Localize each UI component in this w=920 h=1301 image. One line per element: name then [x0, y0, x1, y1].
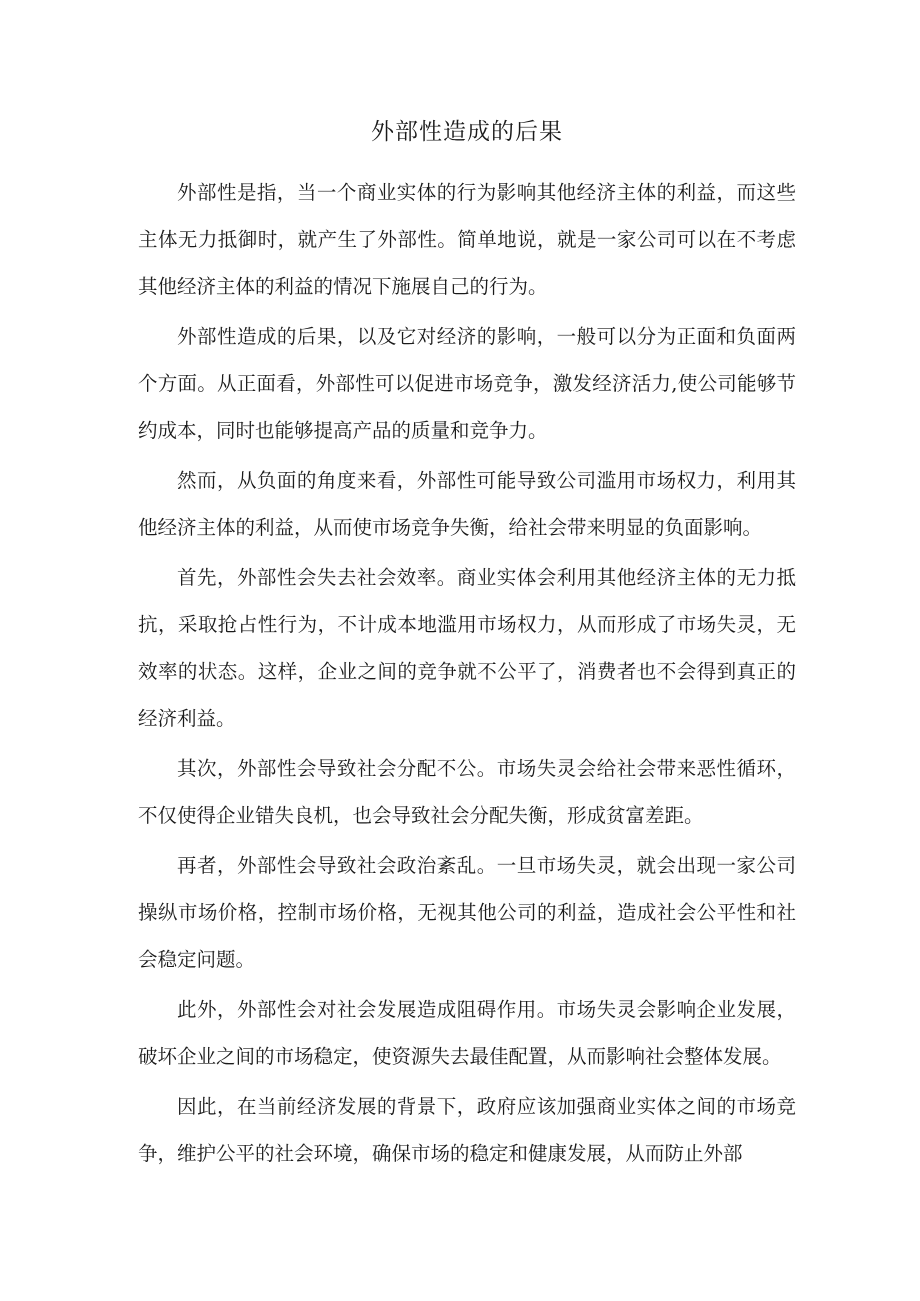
paragraph-7: 此外，外部性会对社会发展造成阻碍作用。市场失灵会影响企业发展，破坏企业之间的市场稳定，使资源失去最佳配置，从而影响社会整体发展。 — [138, 998, 796, 1068]
paragraph-3: 然而，从负面的角度来看，外部性可能导致公司滥用市场权力，利用其他经济主体的利益，从而使市场竞争失衡，给社会带来明显的负面影响。 — [138, 469, 796, 539]
paragraph-2: 外部性造成的后果，以及它对经济的影响，一般可以分为正面和负面两个方面。从正面看，外部性可以促进市场竞争，激发经济活力,使公司能够节约成本，同时也能够提高产品的质量和竞争力。 — [138, 325, 796, 442]
paragraph-4: 首先，外部性会失去社会效率。商业实体会利用其他经济主体的无力抵抗，采取抢占性行为，不计成本地滥用市场权力，从而形成了市场失灵，无效率的状态。这样，企业之间的竞争就不公平了，消费者也不会得到真正的经济利益。 — [138, 566, 796, 730]
paragraph-1: 外部性是指，当一个商业实体的行为影响其他经济主体的利益，而这些主体无力抵御时，就产生了外部性。简单地说，就是一家公司可以在不考虑其他经济主体的利益的情况下施展自己的行为。 — [138, 181, 796, 298]
paragraph-8: 因此，在当前经济发展的背景下，政府应该加强商业实体之间的市场竞争，维护公平的社会环境，确保市场的稳定和健康发展，从而防止外部 — [138, 1095, 796, 1165]
document-title: 外部性造成的后果 — [371, 119, 563, 145]
paragraph-6: 再者，外部性会导致社会政治紊乱。一旦市场失灵，就会出现一家公司操纵市场价格，控制市场价格，无视其他公司的利益，造成社会公平性和社会稳定问题。 — [138, 854, 796, 971]
paragraph-5: 其次，外部性会导致社会分配不公。市场失灵会给社会带来恶性循环，不仅使得企业错失良机，也会导致社会分配失衡，形成贫富差距。 — [138, 757, 796, 827]
